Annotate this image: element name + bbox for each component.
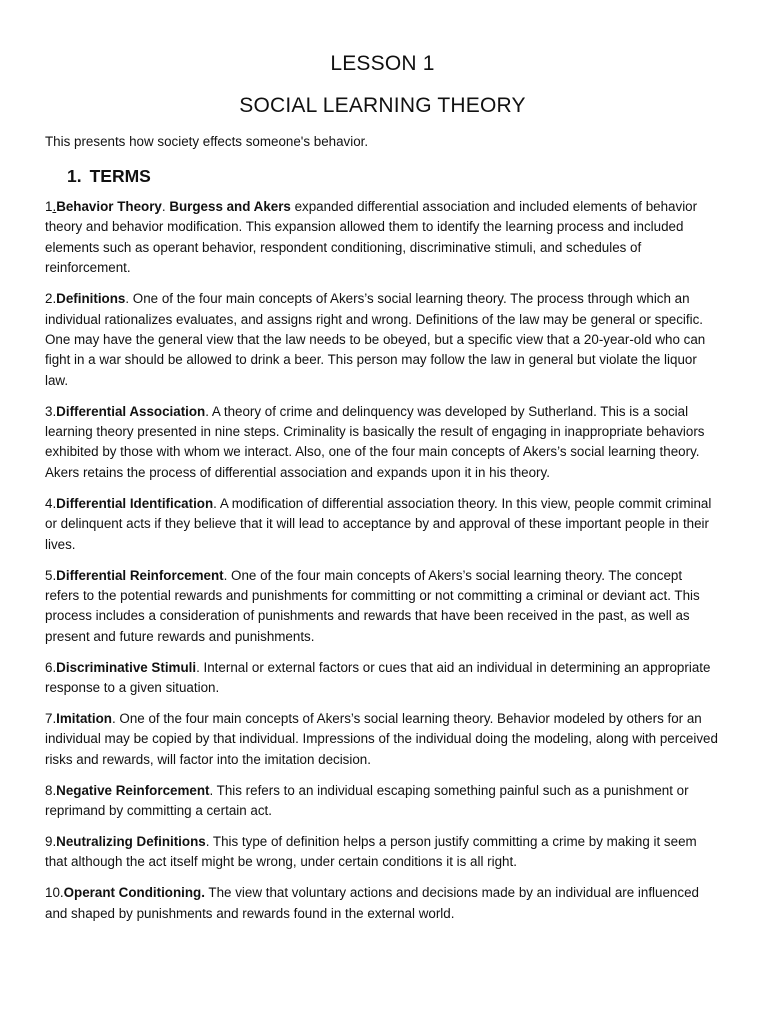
term-item	[45, 832, 720, 873]
term-name: Differential Reinforcement	[56, 567, 224, 583]
term-name: Differential Association	[56, 403, 206, 419]
subject-title: SOCIAL LEARNING THEORY	[239, 94, 526, 117]
term-definition: . One of the four main concepts of Akers’s social learning theory. The concept refers to the potential rewards and punishments for committing or not committing a criminal or deviant act. This process includes a consideration of punishments and rewards that have been received in the past, as well as present and future rewards and punishments.	[45, 567, 700, 644]
section-number: 1.	[67, 166, 82, 186]
term-name: Negative Reinforcement	[56, 782, 210, 798]
term-item	[45, 883, 720, 924]
term-name: Discriminative Stimuli	[56, 659, 197, 675]
term-number-separator: .	[52, 199, 57, 214]
term-number: 3.	[45, 403, 57, 419]
section-title: TERMS	[89, 166, 151, 186]
term-number: 7.	[45, 710, 57, 726]
term-name: Operant Conditioning.	[63, 885, 205, 901]
term-definition: The view that voluntary actions and decisions made by an individual are influenced and shaped by punishments and rewards found in the external world.	[45, 885, 699, 921]
intro-text: This presents how society effects someone's behavior.	[45, 134, 369, 149]
term-number: 2.	[45, 291, 57, 307]
term-name: Behavior Theory	[56, 199, 162, 214]
lesson-title: LESSON 1	[330, 52, 435, 75]
term-number: 5.	[45, 567, 57, 583]
term-item	[45, 289, 720, 391]
term-definition: . This refers to an individual escaping something painful such as a punishment or reprimand by committing a certain act.	[45, 782, 689, 819]
term-definition: . A theory of crime and delinquency was developed by Sutherland. This is a social learning theory presented in nine steps. Criminality is basically the result of engaging in inappropriate behaviors exhibited by those with whom we interact. Also, one of the four main concepts of Akers’s social learning theory. Akers retains the process of differential association and expands upon it in his theory.	[45, 403, 705, 480]
term-number: 4.	[45, 495, 57, 511]
term-name: Definitions	[56, 291, 126, 307]
term-number: 6.	[45, 659, 57, 675]
term-name-separator: .	[161, 199, 170, 214]
term-definition: . Internal or external factors or cues that aid an individual in determining an appropriate response to a given situation.	[45, 659, 711, 696]
term-definition: expanded differential association and included elements of behavior theory and behavior modification. This expansion allowed them to identify the learning process and included elements such as operant behavior, respondent conditioning, discriminative stimuli, and schedules of reinforcement.	[45, 199, 698, 276]
term-item	[45, 494, 720, 555]
term-definition: . This type of definition helps a person justify committing a crime by making it seem that although the act itself might be wrong, under certain conditions it is all right.	[45, 833, 697, 870]
term-definition: . One of the four main concepts of Akers’s social learning theory. Behavior modeled by others for an individual may be copied by that individual. Impressions of the individual doing the modeling, along with perceived risks and rewards, will factor into the imitation decision.	[45, 710, 718, 767]
term-name: Differential Identification	[56, 495, 214, 511]
term-item	[45, 781, 720, 822]
term-authors: Burgess and Akers	[169, 199, 291, 214]
term-item	[45, 402, 720, 484]
section-heading	[67, 164, 720, 188]
term-name: Neutralizing Definitions	[56, 833, 206, 849]
term-number: 8.	[45, 782, 57, 798]
term-number: 10.	[45, 885, 64, 901]
term-item	[45, 566, 720, 648]
term-number: 9.	[45, 833, 57, 849]
term-item	[45, 658, 720, 699]
term-number: 1	[45, 199, 53, 214]
term-definition: . One of the four main concepts of Akers’s social learning theory. The process through which an individual rationalizes evaluates, and assigns right and wrong. Definitions of the law may be general or specific. One may have the general view that the law needs to be obeyed, but a specific view that a 20-year-old who can fight in a war should be allowed to drink a beer. This person may follow the law in general but violate the liquor law.	[45, 291, 706, 388]
term-name: Imitation	[56, 710, 112, 726]
term-item	[45, 197, 720, 279]
terms-list	[45, 197, 720, 924]
term-item	[45, 709, 720, 770]
term-definition: . A modification of differential association theory. In this view, people commit criminal or delinquent acts if they believe that it will lead to acceptance by and approval of these important people in their lives.	[45, 495, 712, 552]
